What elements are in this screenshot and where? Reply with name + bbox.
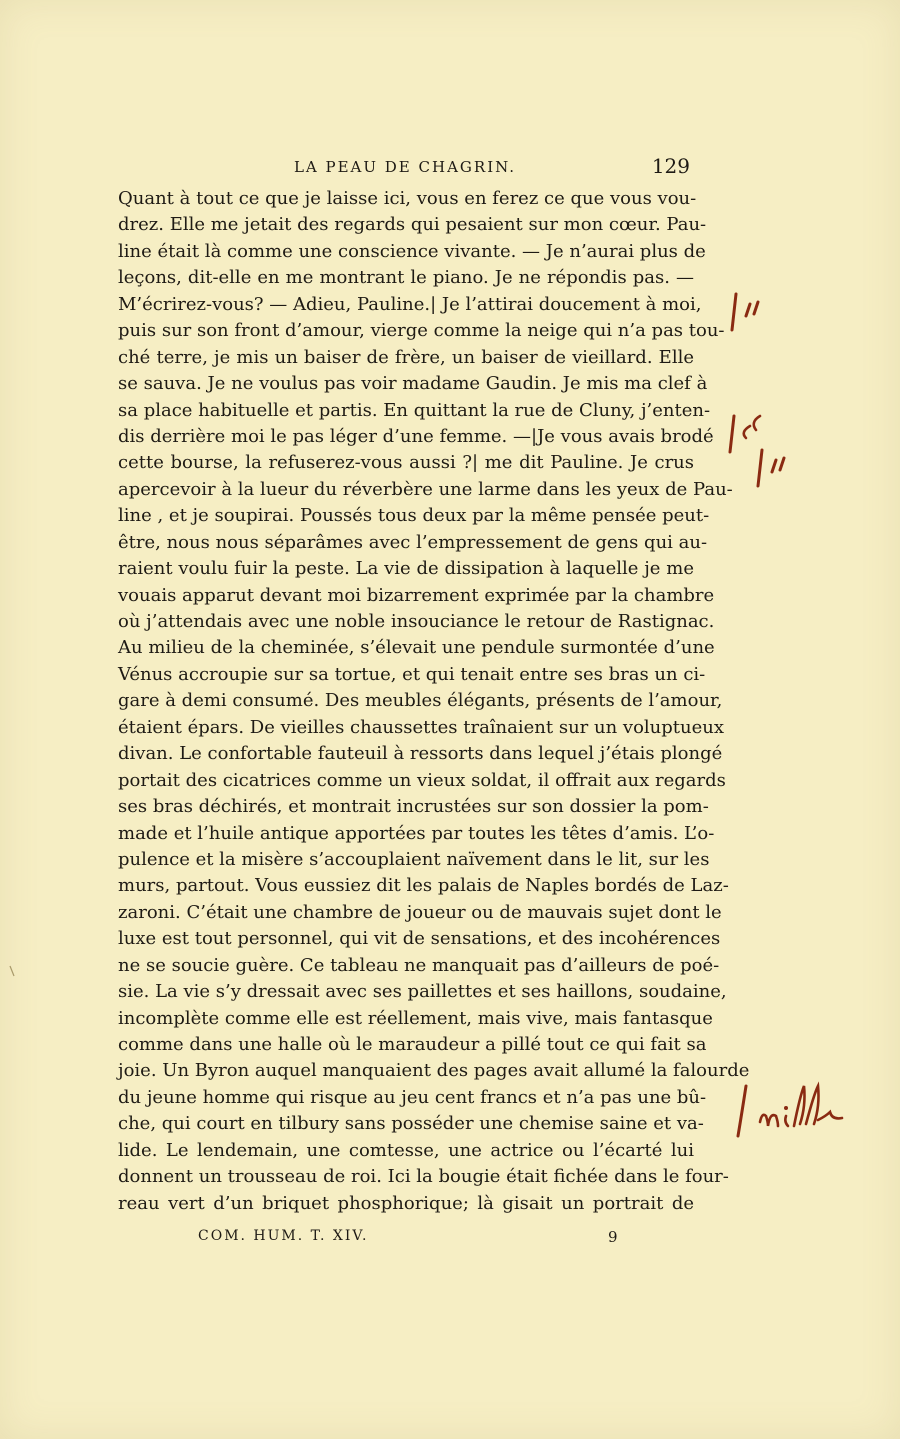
signature-number: 9	[608, 1228, 618, 1246]
text-line: reau vert d’un briquet phosphorique; là gisait un portrait de	[118, 1192, 694, 1214]
page-blemish	[8, 964, 16, 978]
running-title: LA PEAU DE CHAGRIN.	[293, 158, 517, 176]
handwritten-close-quote-icon	[752, 446, 792, 490]
text-line: M’écrirez-vous? — Adieu, Pauline.| Je l’attirai doucement à moi,	[118, 293, 702, 315]
text-line: drez. Elle me jetait des regards qui pesaient sur mon cœur. Pau-	[118, 214, 707, 236]
text-line: made et l’huile antique apportées par toutes les têtes d’amis. L’o-	[118, 822, 715, 844]
text-line: zaroni. C’était une chambre de joueur ou de mauvais sujet dont le	[118, 901, 722, 923]
text-line: puis sur son front d’amour, vierge comme la neige qui n’a pas tou-	[118, 320, 725, 342]
page-header	[118, 154, 692, 182]
text-line: se sauva. Je ne voulus pas voir madame Gaudin. Je mis ma clef à	[118, 373, 708, 395]
text-line: sa place habituelle et partis. En quittant la rue de Cluny, j’enten-	[118, 399, 711, 421]
page-number: 129	[651, 154, 690, 178]
margin-annotation-correction-mille	[734, 1076, 854, 1146]
text-line: donnent un trousseau de roi. Ici la bougie était fichée dans le four-	[118, 1166, 729, 1188]
text-line: étaient épars. De vieilles chaussettes traînaient sur un voluptueux	[118, 716, 725, 738]
margin-annotation-close-quote	[752, 446, 792, 490]
text-line: ché terre, je mis un baiser de frère, un baiser de vieillard. Elle	[118, 346, 694, 368]
blemish-icon	[8, 964, 16, 978]
margin-annotation-open-quote-1	[728, 290, 768, 334]
text-line: Vénus accroupie sur sa tortue, et qui tenait entre ses bras un ci-	[118, 663, 706, 685]
text-line: raient voulu fuir la peste. La vie de dissipation à laquelle je me	[118, 558, 694, 580]
text-line: dis derrière moi le pas léger d’une femme. —|Je vous avais brodé	[118, 425, 714, 447]
text-line: Au milieu de la cheminée, s’élevait une pendule surmontée d’une	[118, 637, 715, 659]
text-line: portait des cicatrices comme un vieux soldat, il offrait aux regards	[118, 769, 726, 791]
text-line: Quant à tout ce que je laisse ici, vous en ferez ce que vous vou-	[118, 188, 697, 209]
text-line: divan. Le confortable fauteuil à ressorts dans lequel j’étais plongé	[118, 743, 723, 765]
text-line: cette bourse, la refuserez-vous aussi ?| me dit Pauline. Je crus	[118, 452, 694, 474]
handwritten-open-quote-icon	[728, 290, 768, 334]
printer-signature: COM. HUM. T. XIV.	[198, 1228, 369, 1244]
text-line: ses bras déchirés, et montrait incrustées sur son dossier la pom-	[118, 796, 709, 818]
text-line: où j’attendais avec une noble insouciance le retour de Rastignac.	[118, 611, 715, 632]
text-line: murs, partout. Vous eussiez dit les palais de Naples bordés de Laz-	[118, 875, 729, 897]
text-line: pulence et la misère s’accouplaient naïvement dans le lit, sur les	[118, 848, 710, 870]
text-line: leçons, dit-elle en me montrant le piano. Je ne répondis pas. —	[118, 267, 694, 289]
text-line: ne se soucie guère. Ce tableau ne manquait pas d’ailleurs de poé-	[118, 954, 720, 976]
text-line: lide. Le lendemain, une comtesse, une actrice ou l’écarté lui	[118, 1139, 694, 1161]
text-line: joie. Un Byron auquel manquaient des pages avait allumé la falourde	[118, 1060, 750, 1082]
text-line: vouais apparut devant moi bizarrement exprimée par la chambre	[118, 584, 715, 606]
text-line: comme dans une halle où le maraudeur a pillé tout ce qui fait sa	[118, 1034, 707, 1055]
text-line: line était là comme une conscience vivante. — Je n’aurai plus de	[118, 240, 706, 262]
text-line: che, qui court en tilbury sans posséder une chemise saine et va-	[118, 1113, 704, 1135]
text-line: line , et je soupirai. Poussés tous deux par la même pensée peut-	[118, 505, 710, 527]
text-line: gare à demi consumé. Des meubles élégants, présents de l’amour,	[118, 690, 723, 712]
text-line: luxe est tout personnel, qui vit de sensations, et des incohérences	[118, 928, 721, 950]
body-text	[118, 186, 750, 1217]
text-line: incomplète comme elle est réellement, mais vive, mais fantasque	[118, 1007, 713, 1029]
text-line: du jeune homme qui risque au jeu cent francs et n’a pas une bû-	[118, 1086, 707, 1108]
text-line: être, nous nous séparâmes avec l’empressement de gens qui au-	[118, 531, 708, 553]
page-footer	[118, 1228, 694, 1252]
text-line: apercevoir à la lueur du réverbère une larme dans les yeux de Pau-	[118, 478, 733, 500]
text-line: sie. La vie s’y dressait avec ses paillettes et ses haillons, soudaine,	[118, 981, 727, 1003]
handwritten-correction-icon	[734, 1076, 854, 1146]
